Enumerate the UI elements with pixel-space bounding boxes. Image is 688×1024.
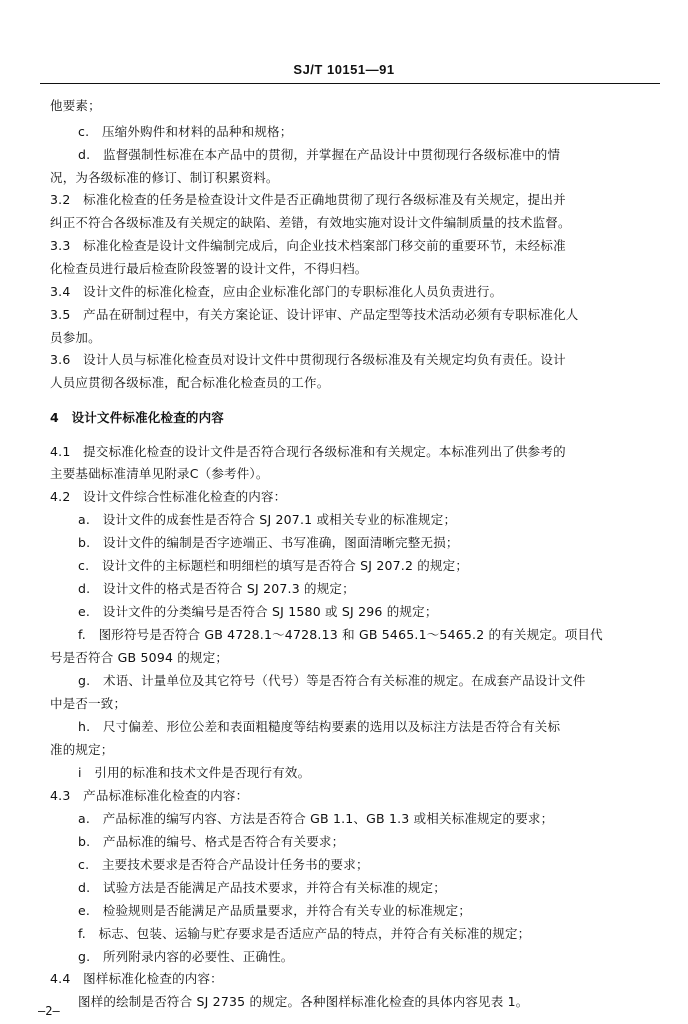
list-item: i 引用的标准和技术文件是否现行有效。 [78,765,311,780]
list-item: b. 设计文件的编制是否字迹端正、书写准确，图面清晰完整无损； [78,535,459,550]
list-item: d. 试验方法是否能满足产品技术要求，并符合有关标准的规定； [78,880,446,895]
clause-4-4: 4.4 图样标准化检查的内容： [50,971,223,986]
list-item: h. 尺寸偏差、形位公差和表面粗糙度等结构要素的选用以及标注方法是否符合有关标 [78,719,561,734]
text-line: 人员应贯彻各级标准，配合标准化检查员的工作。 [50,375,330,390]
text-line: 号是否符合 GB 5094 的规定； [50,650,229,665]
list-item: c. 压缩外购件和材料的品种和规格； [78,124,293,139]
clause-3-6: 3.6 设计人员与标准化检查员对设计文件中贯彻现行各级标准及有关规定均负有责任。设计 [50,352,566,367]
list-item: g. 所列附录内容的必要性、正确性。 [78,949,294,964]
header-divider [40,83,660,84]
list-item: d. 设计文件的格式是否符合 SJ 207.3 的规定； [78,581,355,596]
text-line: 纠正不符合各级标准及有关规定的缺陷、差错，有效地实施对设计文件编制质量的技术监督。 [50,215,571,230]
list-item: e. 检验规则是否能满足产品质量要求，并符合有关专业的标准规定； [78,903,472,918]
text-line: 员参加。 [50,330,101,345]
list-item: c. 设计文件的主标题栏和明细栏的填写是否符合 SJ 207.2 的规定； [78,558,469,573]
text-line: 化检查员进行最后检查阶段签署的设计文件，不得归档。 [50,261,368,276]
list-item: f. 图形符号是否符合 GB 4728.1～4728.13 和 GB 5465.1～5465.2 的有关规定。项目代 [78,627,603,642]
list-item: d. 监督强制性标准在本产品中的贯彻，并掌握在产品设计中贯彻现行各级标准中的情 [78,147,561,162]
list-item: a. 产品标准的编写内容、方法是否符合 GB 1.1、GB 1.3 或相关标准规定的要求； [78,811,554,826]
standard-code-header: SJ/T 10151—91 [293,62,395,77]
text-line: 主要基础标准清单见附录C（参考件）。 [50,466,269,481]
text-line: 准的规定； [50,742,114,757]
list-item: f. 标志、包装、运输与贮存要求是否适应产品的特点，并符合有关标准的规定； [78,926,531,941]
text-line: 图样的绘制是否符合 SJ 2735 的规定。各种图样标准化检查的具体内容见表 1。 [78,994,529,1009]
text-line: 中是否一致； [50,696,127,711]
clause-3-5: 3.5 产品在研制过程中，有关方案论证、设计评审、产品定型等技术活动必须有专职标准化人 [50,307,579,322]
page-number: —2— [38,1004,60,1018]
list-item: a. 设计文件的成套性是否符合 SJ 207.1 或相关专业的标准规定； [78,512,457,527]
list-item: b. 产品标准的编号、格式是否符合有关要求； [78,834,345,849]
section-4-heading: 4 设计文件标准化检查的内容 [50,410,224,425]
clause-3-2: 3.2 标准化检查的任务是检查设计文件是否正确地贯彻了现行各级标准及有关规定，提出并 [50,192,566,207]
list-item: c. 主要技术要求是否符合产品设计任务书的要求； [78,857,369,872]
clause-3-3: 3.3 标准化检查是设计文件编制完成后，向企业技术档案部门移交前的重要环节，未经标准 [50,238,566,253]
clause-3-4: 3.4 设计文件的标准化检查，应由企业标准化部门的专职标准化人员负责进行。 [50,284,503,299]
clause-4-1: 4.1 提交标准化检查的设计文件是否符合现行各级标准和有关规定。本标准列出了供参考的 [50,444,566,459]
list-item: e. 设计文件的分类编号是否符合 SJ 1580 或 SJ 296 的规定； [78,604,438,619]
text-line: 况，为各级标准的修订、制订积累资料。 [50,170,279,185]
clause-4-2: 4.2 设计文件综合性标准化检查的内容： [50,489,287,504]
list-item: g. 术语、计量单位及其它符号（代号）等是否符合有关标准的规定。在成套产品设计文件 [78,673,586,688]
clause-4-3: 4.3 产品标准标准化检查的内容： [50,788,249,803]
text-line: 他要素； [50,98,101,113]
